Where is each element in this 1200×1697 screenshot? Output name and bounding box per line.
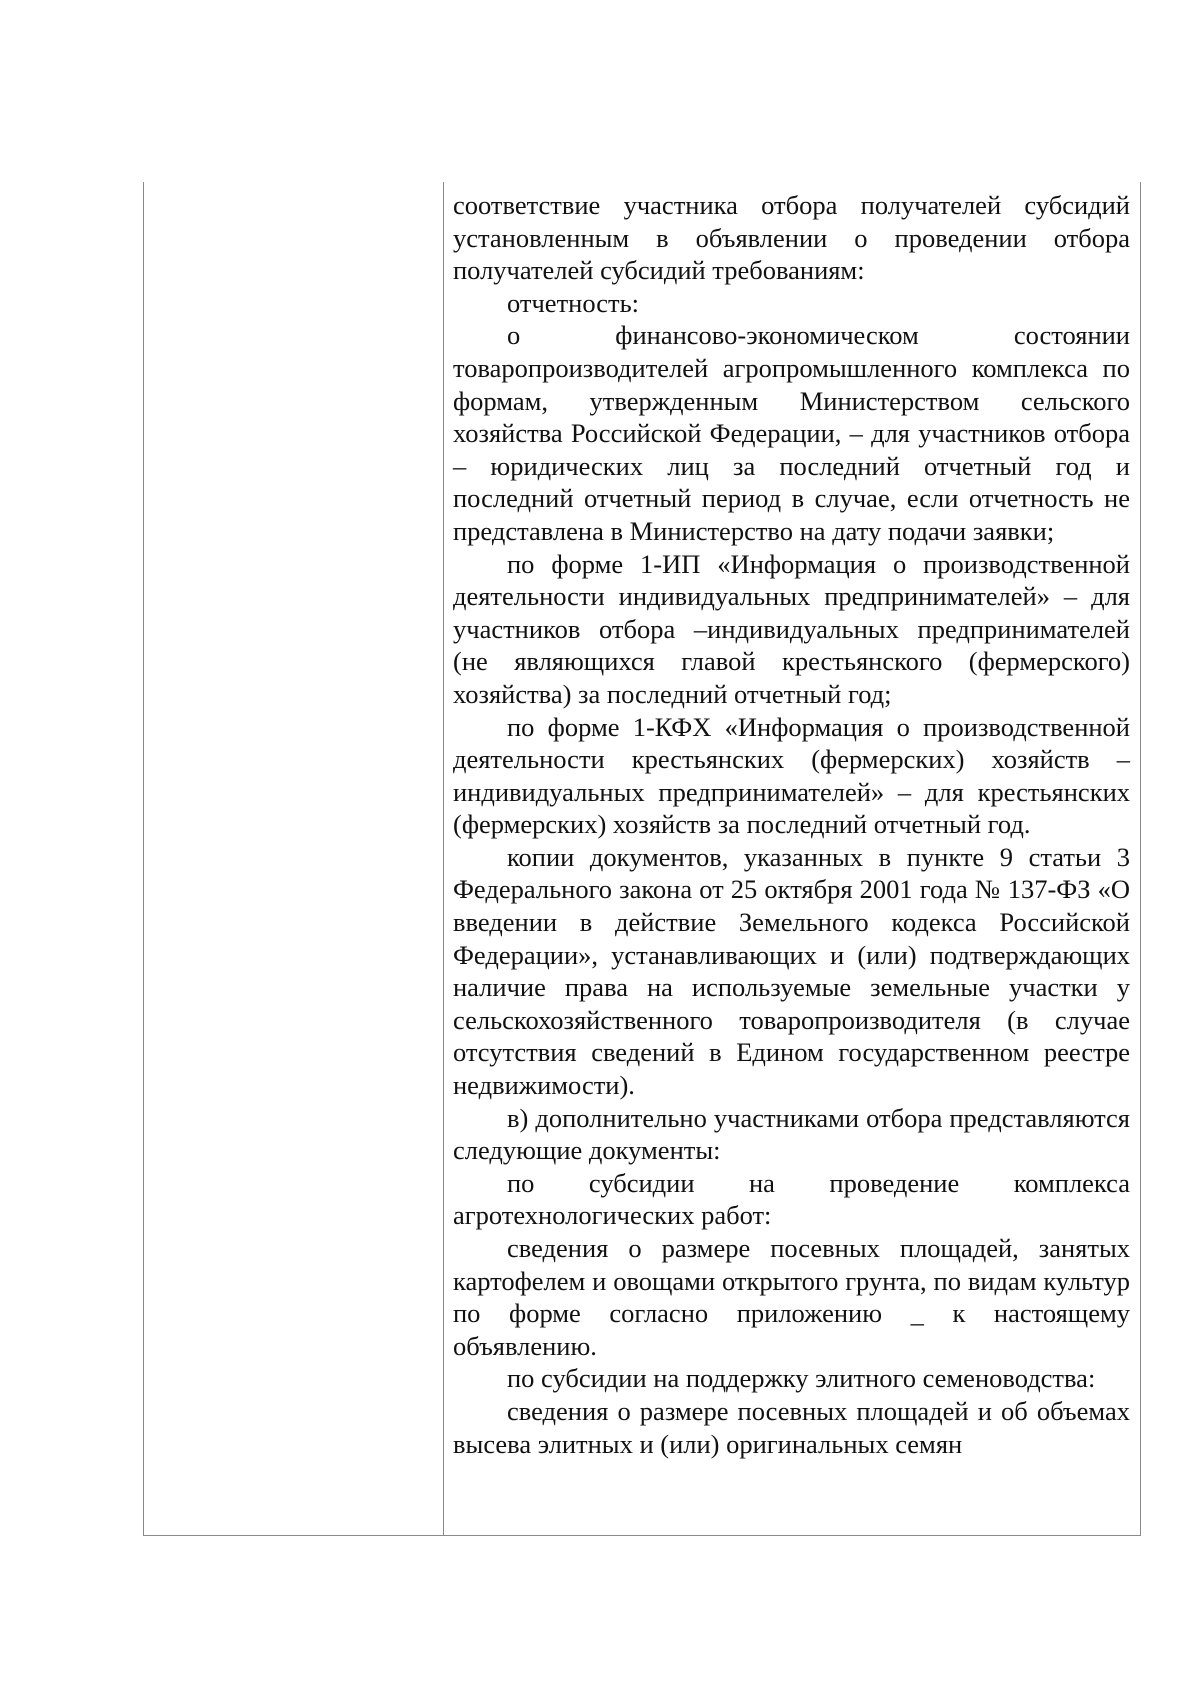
paragraph: по форме 1-ИП «Информация о производственной деятельности индивидуальных предпринимателей» – для участников отбора –индивидуальных предпринимателей (не являющихся главой крестьянского (фермерского) хозяйства) за последний отчетный год; [453,548,1130,709]
paragraph: по форме 1-КФХ «Информация о производственной деятельности крестьянских (фермерских) хозяйств – индивидуальных предпринимателей» – для крестьянских (фермерских) хозяйств за последний отчетный год. [453,711,1130,840]
paragraph: в) дополнительно участниками отбора представляются следующие документы: [453,1102,1130,1166]
table-left-column [144,182,444,1535]
table-right-column [444,182,1140,1535]
document-table [143,182,1141,1536]
paragraph: соответствие участника отбора получателей субсидий установленным в объявлении о проведении отбора получателей субсидий требованиям: [453,190,1130,286]
paragraph: отчетность: [507,287,640,318]
paragraph: копии документов, указанных в пункте 9 статьи 3 Федерального закона от 25 октября 2001 года № 137-ФЗ «О введении в действие Земельного кодекса Российской Федерации», устанавливающих и (или) подтверждающих наличие права на используемые земельные участки у сельскохозяйственного товаропроизводителя (в случае отсутствия сведений в Едином государственном реестре недвижимости). [453,841,1130,1101]
paragraph: по субсидии на поддержку элитного семеноводства: [507,1363,1096,1394]
paragraph: сведения о размере посевных площадей, занятых картофелем и овощами открытого грунта, по видам культур по форме согласно приложению _ к настоящему объявлению. [453,1233,1130,1361]
paragraph: о финансово-экономическом состоянии товаропроизводителей агропромышленного комплекса по формам, утвержденным Министерством сельского хозяйства Российской Федерации, – для участников отбора – юридических лиц за последний отчетный год и последний отчетный период в случае, если отчетность не представлена в Министерство на дату подачи заявки; [453,320,1130,546]
paragraph: сведения о размере посевных площадей и об объемах высева элитных и (или) оригинальных семян [453,1395,1130,1459]
paragraph: по субсидии на проведение комплекса агротехнологических работ: [453,1167,1130,1231]
